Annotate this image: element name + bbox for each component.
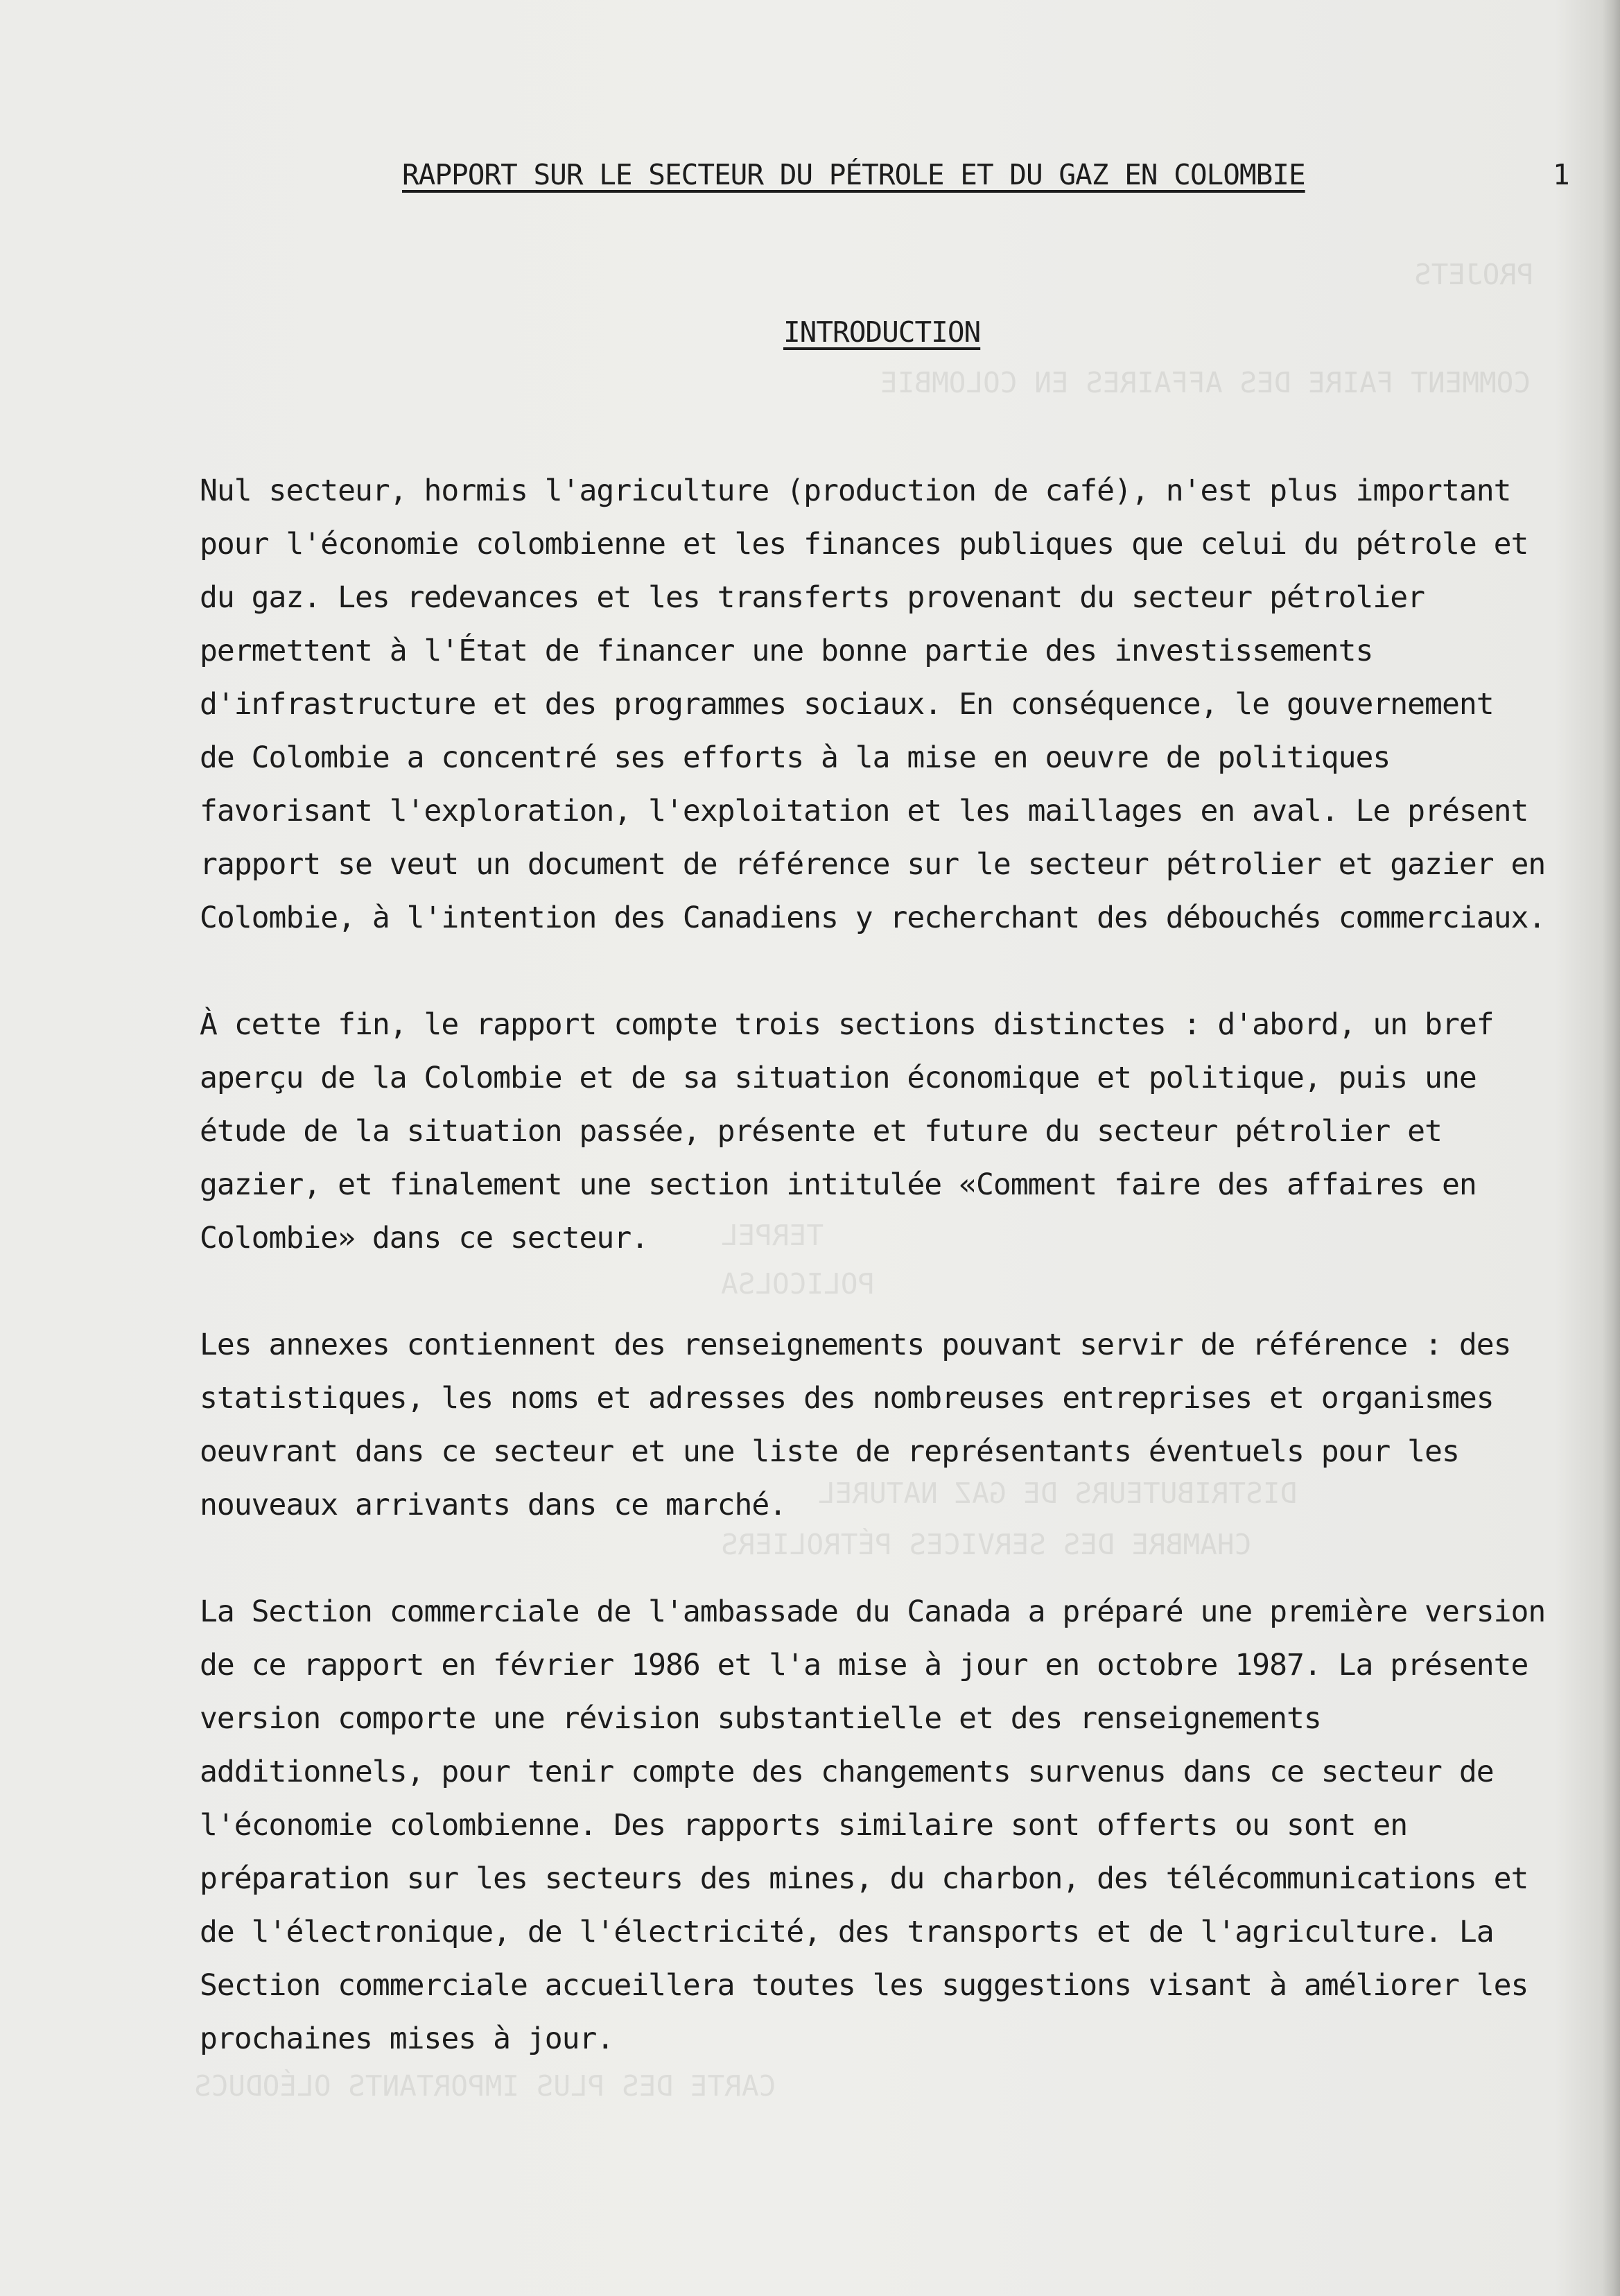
text-line: de Colombie a concentré ses efforts à la mise en oeuvre de politiques <box>200 740 1391 775</box>
text-line: Section commerciale accueillera toutes les suggestions visant à améliorer les <box>200 1968 1528 2003</box>
text-line: pour l'économie colombienne et les finances publiques que celui du pétrole et <box>200 527 1528 562</box>
text-line: favorisant l'exploration, l'exploitation et les maillages en aval. Le présent <box>200 794 1528 828</box>
text-line: prochaines mises à jour. <box>200 2021 614 2056</box>
text-line: du gaz. Les redevances et les transferts provenant du secteur pétrolier <box>200 580 1425 615</box>
text-line: d'infrastructure et des programmes sociaux. En conséquence, le gouvernement <box>200 687 1494 722</box>
paragraph <box>200 1319 1579 1532</box>
text-line: À cette fin, le rapport compte trois sections distinctes : d'abord, un bref <box>200 1007 1494 1042</box>
text-line: gazier, et finalement une section intitulée «Comment faire des affaires en <box>200 1167 1477 1202</box>
text-line: rapport se veut un document de référence sur le secteur pétrolier et gazier en <box>200 847 1546 882</box>
paragraph <box>200 464 1579 945</box>
text-line: l'économie colombienne. Des rapports similaire sont offerts ou sont en <box>200 1808 1408 1843</box>
running-header-title: RAPPORT SUR LE SECTEUR DU PÉTROLE ET DU GAZ EN COLOMBIE <box>402 158 1305 191</box>
text-line: Colombie» dans ce secteur. <box>200 1221 649 1255</box>
page-edge-shadow <box>1602 0 1620 2296</box>
bleed-through-text: POLICOLSA <box>721 1267 876 1301</box>
text-line: Nul secteur, hormis l'agriculture (production de café), n'est plus important <box>200 473 1511 508</box>
text-line: aperçu de la Colombie et de sa situation économique et politique, puis une <box>200 1061 1477 1095</box>
text-line: version comporte une révision substantielle et des renseignements <box>200 1701 1321 1736</box>
bleed-through-text: COMMENT FAIRE DES AFFAIRES EN COLOMBIE <box>880 366 1531 399</box>
bleed-through-text: PROJETS <box>1414 258 1534 291</box>
text-line: de l'électronique, de l'électricité, des transports et de l'agriculture. La <box>200 1915 1494 1949</box>
text-line: de ce rapport en février 1986 et l'a mise à jour en octobre 1987. La présente <box>200 1648 1528 1682</box>
text-line: préparation sur les secteurs des mines, du charbon, des télécommunications et <box>200 1861 1528 1896</box>
bleed-through-text: TERPEL <box>721 1219 824 1252</box>
text-line: étude de la situation passée, présente et future du secteur pétrolier et <box>200 1114 1442 1149</box>
paragraph <box>200 1585 1579 2066</box>
bleed-through-text: CHAMBRE DES SERVICES PÉTROLIERS <box>721 1528 1252 1561</box>
section-title: INTRODUCTION <box>783 315 981 349</box>
bleed-through-text: DISTRIBUTEURS DE GAZ NATUREL <box>818 1477 1298 1510</box>
text-line: permettent à l'État de financer une bonne partie des investissements <box>200 634 1373 668</box>
bleed-through-text: CARTE DES PLUS IMPORTANTS OLÉODUCS <box>194 2069 776 2103</box>
text-line: nouveaux arrivants dans ce marché. <box>200 1488 787 1522</box>
body-text <box>200 464 1579 2119</box>
page-number: 1 <box>1553 158 1570 191</box>
text-line: statistiques, les noms et adresses des nombreuses entreprises et organismes <box>200 1381 1494 1416</box>
text-line: additionnels, pour tenir compte des changements survenus dans ce secteur de <box>200 1755 1494 1789</box>
text-line: Les annexes contiennent des renseignements pouvant servir de référence : des <box>200 1328 1511 1362</box>
text-line: oeuvrant dans ce secteur et une liste de représentants éventuels pour les <box>200 1434 1459 1469</box>
text-line: La Section commerciale de l'ambassade du Canada a préparé une première version <box>200 1594 1546 1629</box>
paragraph <box>200 998 1579 1265</box>
text-line: Colombie, à l'intention des Canadiens y recherchant des débouchés commerciaux. <box>200 901 1546 935</box>
